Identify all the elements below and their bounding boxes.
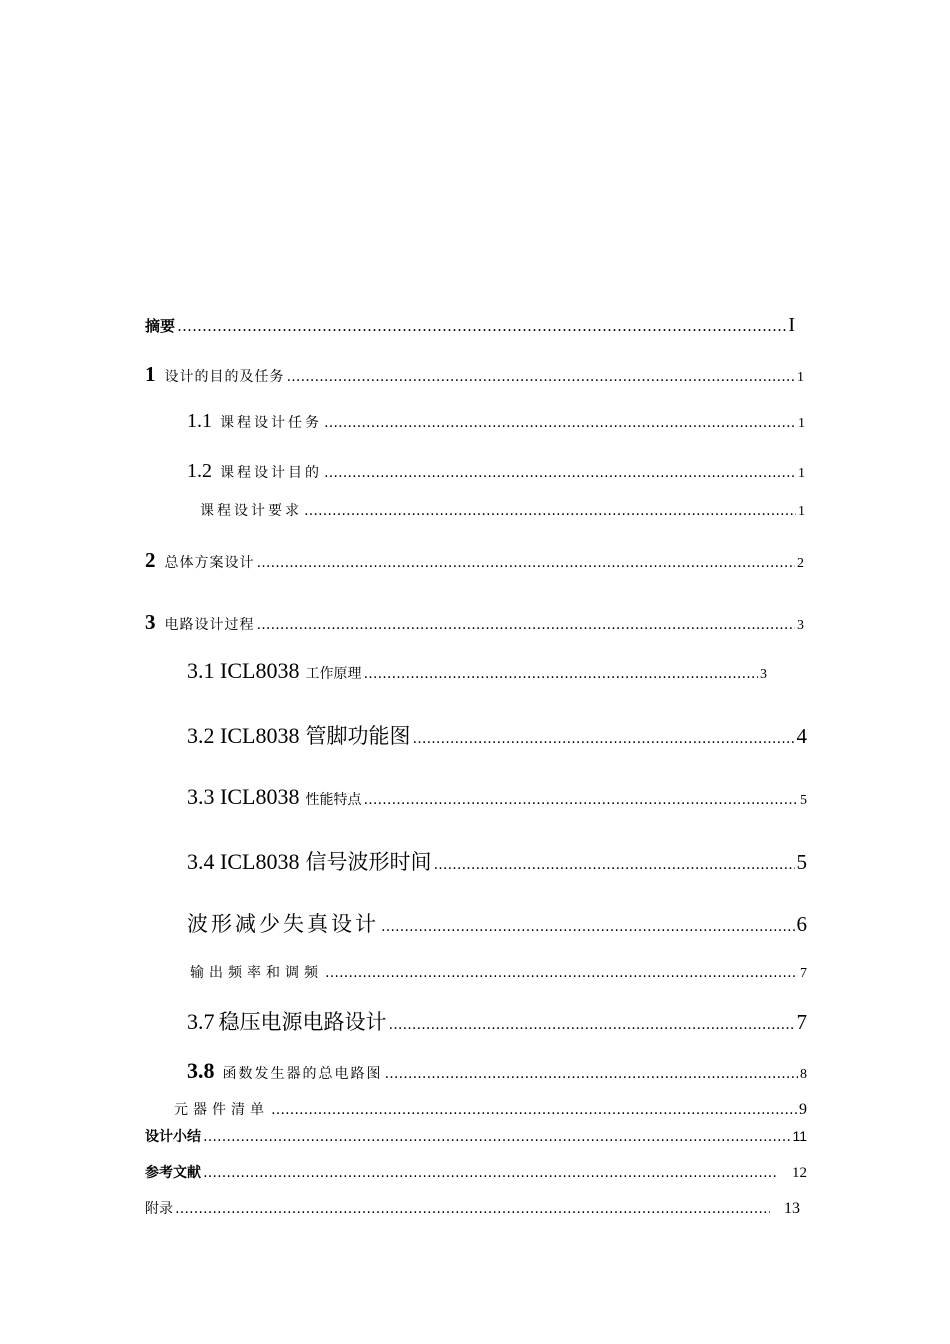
toc-title: 管脚功能图 [305, 724, 411, 748]
toc-number: 3.2 ICL8038 [187, 723, 300, 748]
toc-page-number: I [788, 314, 795, 336]
toc-leader [363, 792, 798, 808]
toc-number: 3.4 ICL8038 [187, 849, 300, 874]
toc-number: 1.1 [187, 410, 212, 432]
toc-entry-chapter-1[interactable] [145, 362, 805, 387]
toc-leader [389, 1017, 795, 1033]
toc-entry-section-3-5[interactable] [187, 908, 807, 938]
toc-page-number: 4 [796, 724, 807, 748]
toc-title: 课程设计任务 [220, 415, 322, 431]
toc-number: 3.8 [187, 1058, 215, 1083]
toc-title: 工作原理 [305, 666, 362, 682]
toc-entry-summary[interactable] [145, 1126, 807, 1146]
toc-page-number: 7 [800, 966, 807, 981]
toc-page-number: 9 [799, 1101, 807, 1118]
toc-title: 附录 [145, 1201, 173, 1217]
toc-page-number: 1 [797, 370, 805, 385]
toc-number: 3.1 ICL8038 [187, 658, 300, 683]
toc-page-number: 5 [796, 850, 807, 874]
toc-leader [257, 617, 796, 633]
toc-leader [177, 317, 786, 335]
toc-entry-abstract[interactable] [145, 314, 795, 337]
toc-entry-section-3-6[interactable] [190, 962, 807, 982]
toc-title: 课程设计目的 [220, 465, 322, 481]
toc-title: 设计的目的及任务 [164, 369, 285, 385]
toc-title: 参考文献 [145, 1165, 201, 1181]
toc-title: 稳压电源电路设计 [218, 1010, 387, 1034]
toc-entry-section-1-1[interactable] [187, 410, 805, 433]
toc-page-number: 8 [800, 1067, 807, 1082]
toc-entry-section-1-3[interactable] [200, 500, 805, 520]
toc-leader [175, 1201, 770, 1217]
toc-page-number: 12 [792, 1165, 807, 1181]
toc-title: 摘要 [145, 317, 176, 335]
toc-leader [325, 965, 798, 981]
toc-title: 总体方案设计 [164, 555, 255, 571]
toc-page-number: 13 [784, 1200, 800, 1217]
toc-entry-section-3-1[interactable] [187, 658, 767, 684]
toc-leader [271, 1102, 797, 1118]
toc-page-number: 11 [792, 1128, 807, 1144]
toc-page-number: 1 [798, 504, 805, 519]
toc-page-number: 5 [800, 793, 807, 808]
toc-leader [324, 465, 796, 481]
toc-entry-references[interactable] [145, 1162, 807, 1182]
toc-leader [324, 415, 796, 431]
toc-leader [363, 666, 758, 682]
toc-entry-appendix[interactable] [145, 1198, 800, 1218]
toc-page-number: 7 [796, 1010, 807, 1034]
toc-page-number: 3 [797, 618, 805, 633]
toc-title: 函数发生器的总电路图 [222, 1066, 383, 1082]
toc-title: 课程设计要求 [200, 503, 302, 519]
toc-entry-chapter-3[interactable] [145, 610, 805, 635]
toc-leader [257, 555, 796, 571]
toc-entry-section-3-7[interactable] [187, 1006, 807, 1036]
toc-title: 波形减少失真设计 [187, 912, 379, 936]
toc-entry-chapter-2[interactable] [145, 548, 805, 573]
toc-leader [203, 1165, 778, 1181]
toc-page-number: 6 [796, 912, 807, 936]
toc-title: 性能特点 [305, 792, 362, 808]
toc-title: 设计小结 [145, 1129, 201, 1145]
toc-page-number: 3 [760, 667, 767, 682]
toc-number: 3.7 [187, 1009, 215, 1034]
toc-leader [433, 857, 794, 873]
toc-leader [304, 503, 796, 519]
toc-number: 3 [145, 610, 157, 634]
toc-number: 2 [145, 548, 157, 572]
toc-leader [385, 1066, 799, 1082]
toc-entry-section-3-2[interactable] [187, 720, 807, 750]
toc-number: 3.3 ICL8038 [187, 784, 300, 809]
toc-number: 1.2 [187, 460, 212, 482]
toc-entry-section-3-9[interactable] [174, 1099, 807, 1119]
toc-page-number: 1 [798, 466, 805, 481]
toc-title: 输出频率和调频 [190, 965, 323, 981]
toc-title: 元器件清单 [174, 1102, 269, 1118]
toc-entry-section-3-3[interactable] [187, 784, 807, 810]
toc-leader [412, 731, 794, 747]
toc-number: 1 [145, 362, 157, 386]
toc-leader [287, 369, 796, 385]
toc-leader [203, 1129, 790, 1145]
toc-title: 电路设计过程 [164, 617, 255, 633]
toc-entry-section-3-8[interactable] [187, 1058, 807, 1084]
toc-page-number: 2 [797, 556, 805, 571]
toc-leader [381, 919, 795, 935]
toc-title: 信号波形时间 [305, 850, 432, 874]
toc-page-number: 1 [798, 416, 805, 431]
toc-entry-section-1-2[interactable] [187, 460, 805, 483]
toc-entry-section-3-4[interactable] [187, 846, 807, 876]
